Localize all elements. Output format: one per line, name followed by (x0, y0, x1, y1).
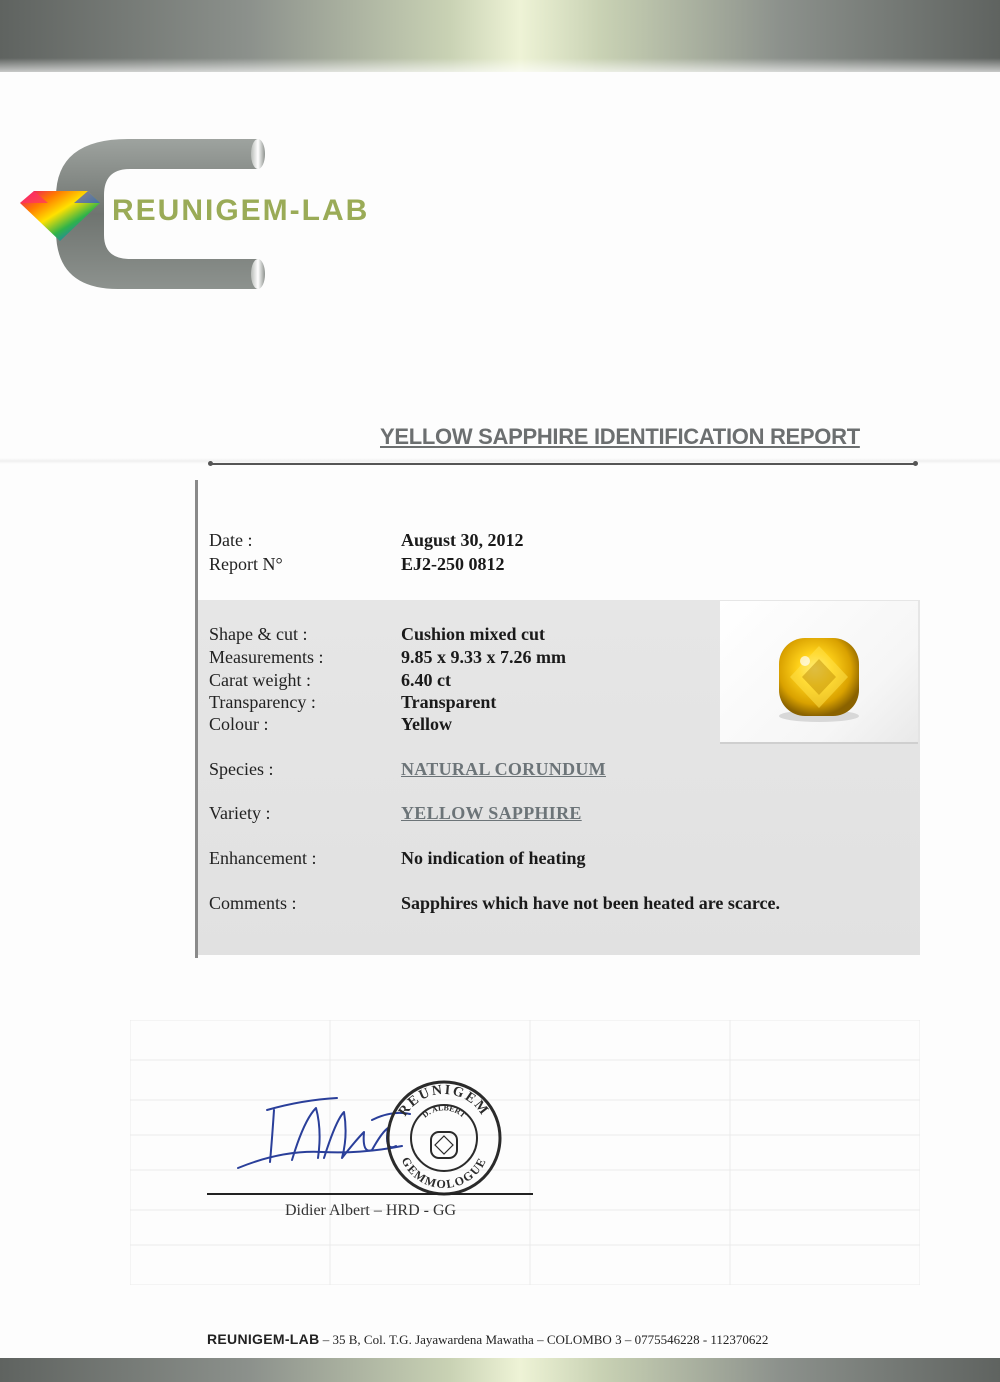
signer-name: Didier Albert – HRD - GG (285, 1202, 457, 1219)
comments-label: Comments : (209, 893, 297, 913)
carat-weight-label: Carat weight : (209, 670, 311, 690)
report-number-value: EJ2-250 0812 (401, 554, 505, 574)
footer-address (207, 1331, 768, 1348)
seal-inner-text: D. ALBERT (420, 1103, 468, 1120)
comments-value: Sapphires which have not been heated are scarce. (401, 893, 781, 913)
gem-photo (720, 601, 918, 742)
signature-line (207, 1193, 533, 1195)
colour-label: Colour : (209, 714, 269, 734)
svg-text:REUNIGEM (396, 1083, 492, 1120)
footer-contact: – 35 B, Col. T.G. Jayawardena Mawatha – COLOMBO 3 – 0775546228 - 112370622 (319, 1332, 769, 1347)
enhancement-label: Enhancement : (209, 848, 317, 868)
variety-label: Variety : (209, 803, 271, 823)
date-label: Date : (209, 530, 253, 550)
bottom-decorative-band (0, 1358, 1000, 1382)
report-title: YELLOW SAPPHIRE IDENTIFICATION REPORT (380, 424, 860, 449)
shape-cut-value: Cushion mixed cut (401, 624, 546, 644)
measurements-value: 9.85 x 9.33 x 7.26 mm (401, 647, 566, 667)
gemmologue-seal (384, 1078, 504, 1198)
date-value: August 30, 2012 (401, 530, 524, 550)
species-label: Species : (209, 759, 274, 779)
colour-value: Yellow (401, 714, 452, 734)
footer-brand: REUNIGEM-LAB (207, 1331, 320, 1347)
transparency-value: Transparent (401, 692, 497, 712)
carat-weight-value: 6.40 ct (401, 670, 451, 690)
variety-value: YELLOW SAPPHIRE (401, 803, 582, 823)
enhancement-value: No indication of heating (401, 848, 586, 868)
species-value: NATURAL CORUNDUM (401, 759, 606, 779)
yellow-sapphire-gem-icon (720, 601, 918, 742)
brand-name: REUNIGEM-LAB (112, 194, 370, 227)
seal-top-text: REUNIGEM (396, 1082, 492, 1120)
measurements-label: Measurements : (209, 647, 324, 667)
svg-text:D. ALBERT (421, 1103, 468, 1120)
top-decorative-band (0, 0, 1000, 72)
transparency-label: Transparency : (209, 692, 316, 712)
shape-cut-label: Shape & cut : (209, 624, 308, 644)
title-divider (210, 463, 916, 465)
report-number-label: Report N° (209, 554, 283, 574)
seal-bottom-text: GEMMOLOGUE (398, 1154, 490, 1192)
